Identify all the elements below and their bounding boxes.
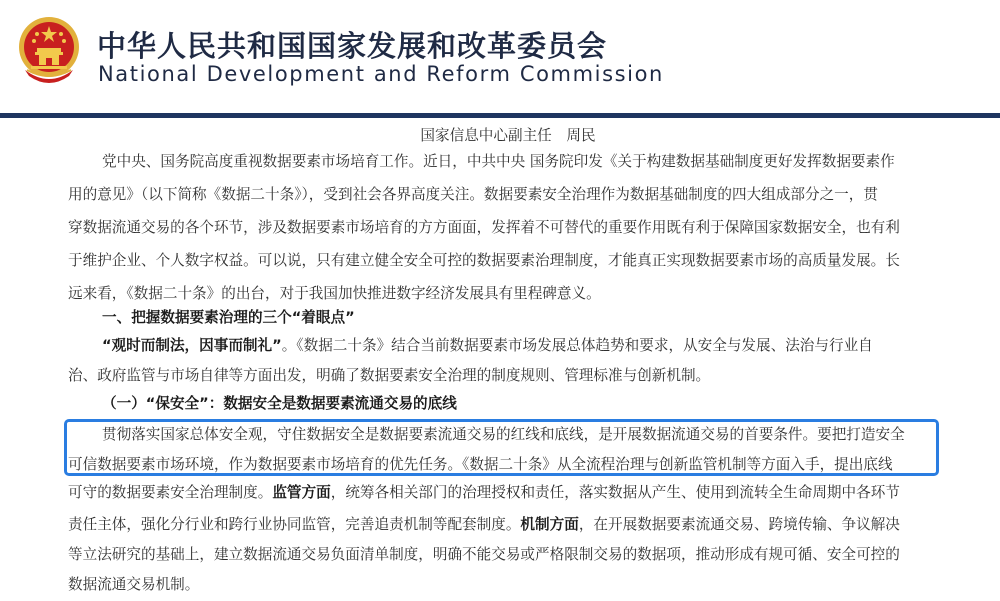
- paragraph-line: 远来看，《数据二十条》的出台，对于我国加快推进数字经济发展具有里程碑意义。: [68, 285, 601, 302]
- paragraph-line: [68, 515, 900, 535]
- paragraph-line: 数据流通交易机制。: [68, 576, 200, 593]
- quote-lead: “观时而制法，因事而制礼”: [102, 337, 282, 354]
- paragraph-text: 。《数据二十条》结合当前数据要素市场发展总体趋势和要求，从安全与发展、法治与行业自: [281, 337, 873, 354]
- national-emblem-icon: [17, 14, 81, 88]
- paragraph-line: 用的意见》（以下简称《数据二十条》），受到社会各界高度关注。数据要素安全治理作为数据基础制度的四大组成部分之一，贯: [68, 186, 878, 203]
- subsection-heading: （一）“保安全”：数据安全是数据要素流通交易的底线: [102, 395, 457, 412]
- header-divider: [0, 113, 1000, 118]
- bold-term-mechanism: 机制方面: [520, 516, 579, 533]
- paragraph-line: 贯彻落实国家总体安全观，守住数据安全是数据要素流通交易的红线和底线，是开展数据流通交易的首要条件。要把打造安全: [102, 426, 905, 443]
- paragraph-line: [102, 336, 873, 356]
- paragraph-line: 等立法研究的基础上，建立数据流通交易负面清单制度，明确不能交易或严格限制交易的数据项，推动形成有规可循、安全可控的: [68, 546, 900, 563]
- paragraph-text: 可守的数据要素安全治理制度。: [68, 484, 273, 501]
- paragraph-text: ，在开展数据要素流通交易、跨境传输、争议解决: [578, 516, 900, 533]
- page-title-english: National Development and Reform Commission: [98, 62, 664, 86]
- paragraph-text: ，统筹各相关部门的治理授权和责任，落实数据从产生、使用到流转全生命周期中各环节: [330, 484, 900, 501]
- paragraph-line: 可信数据要素市场环境，作为数据要素市场培育的优先任务。《数据二十条》从全流程治理与创新监管机制等方面入手，提出底线: [68, 456, 893, 473]
- highlight-box: [64, 419, 939, 476]
- bold-term-supervision: 监管方面: [272, 484, 331, 501]
- paragraph-line: 于维护企业、个人数字权益。可以说，只有建立健全安全可控的数据要素治理制度，才能真正实现数据要素市场的高质量发展。长: [68, 252, 900, 269]
- paragraph-text: 责任主体，强化分行业和跨行业协同监管，完善追责机制等配套制度。: [68, 516, 521, 533]
- site-header: [0, 0, 1000, 115]
- paragraph-line: 治、政府监管与市场自律等方面出发，明确了数据要素安全治理的制度规则、管理标准与创新机制。: [68, 367, 711, 384]
- byline: 国家信息中心副主任 周民: [420, 127, 596, 144]
- paragraph-line: 党中央、国务院高度重视数据要素市场培育工作。近日，中共中央 国务院印发《关于构建数据基础制度更好发挥数据要素作: [102, 153, 895, 170]
- section-heading: 一、把握数据要素治理的三个“着眼点”: [102, 309, 355, 326]
- page-title: 中华人民共和国国家发展和改革委员会: [97, 29, 608, 63]
- paragraph-line: 穿数据流通交易的各个环节，涉及数据要素市场培育的方方面面，发挥着不可替代的重要作用既有利于保障国家数据安全，也有利: [68, 219, 900, 236]
- paragraph-line: [68, 483, 900, 503]
